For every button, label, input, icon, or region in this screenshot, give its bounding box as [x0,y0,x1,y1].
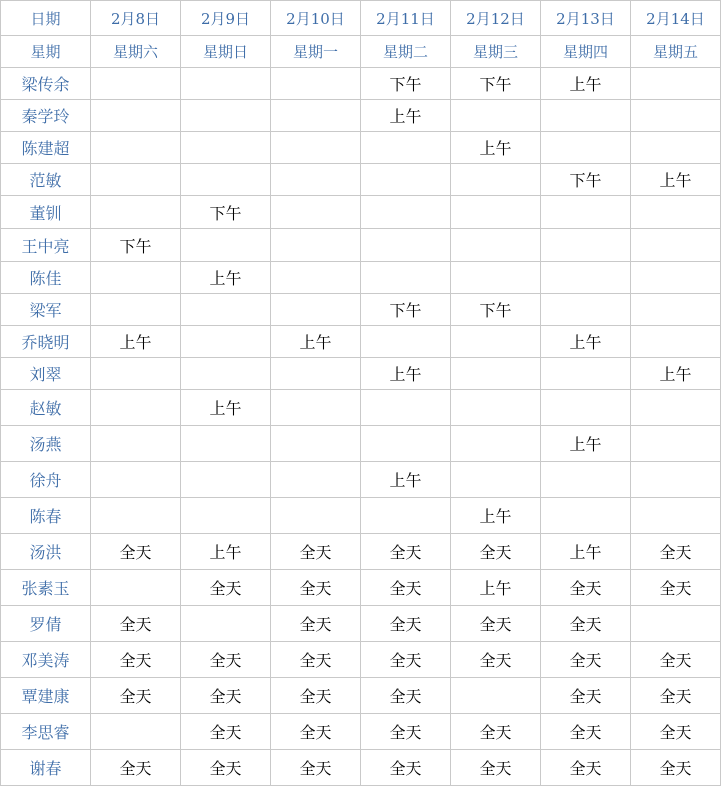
shift-cell [451,196,541,229]
shift-cell: 全天 [271,606,361,642]
shift-cell: 全天 [91,606,181,642]
table-row [1,390,721,426]
shift-cell: 下午 [361,68,451,100]
shift-cell [91,570,181,606]
person-name: 覃建康 [1,678,91,714]
shift-cell: 上午 [91,326,181,358]
shift-cell: 全天 [631,642,721,678]
shift-cell: 全天 [91,642,181,678]
shift-cell: 下午 [451,294,541,326]
shift-cell [451,426,541,462]
shift-cell [631,390,721,426]
shift-cell: 全天 [181,750,271,786]
shift-cell: 全天 [541,606,631,642]
table-row [1,358,721,390]
shift-cell: 全天 [541,678,631,714]
shift-cell [451,390,541,426]
table-row [1,750,721,786]
shift-cell [361,426,451,462]
weekday-header-cell: 星期五 [631,36,721,68]
shift-cell [91,426,181,462]
person-name: 张素玉 [1,570,91,606]
shift-cell: 上午 [631,358,721,390]
person-name: 谢春 [1,750,91,786]
date-header-row [1,1,721,36]
weekday-header-row [1,36,721,68]
table-row [1,498,721,534]
table-row [1,294,721,326]
shift-cell [271,100,361,132]
shift-cell [91,132,181,164]
table-row [1,196,721,229]
weekday-header-cell: 星期六 [91,36,181,68]
person-name: 陈建超 [1,132,91,164]
person-name: 陈春 [1,498,91,534]
date-header-cell: 2月8日 [91,1,181,36]
shift-cell: 全天 [541,750,631,786]
shift-cell: 全天 [271,714,361,750]
shift-cell: 上午 [361,358,451,390]
shift-cell [451,678,541,714]
weekday-header-cell: 星期四 [541,36,631,68]
shift-cell [631,606,721,642]
table-row [1,262,721,294]
person-name: 汤燕 [1,426,91,462]
shift-cell: 下午 [541,164,631,196]
shift-cell: 全天 [181,570,271,606]
shift-cell: 全天 [361,750,451,786]
shift-cell: 下午 [91,229,181,262]
shift-cell: 全天 [361,642,451,678]
shift-cell: 全天 [361,714,451,750]
table-row [1,462,721,498]
date-header-cell: 2月14日 [631,1,721,36]
shift-cell: 全天 [631,678,721,714]
shift-cell: 全天 [271,642,361,678]
shift-cell [541,358,631,390]
shift-cell [181,68,271,100]
person-name: 王中亮 [1,229,91,262]
shift-cell [541,132,631,164]
shift-cell [361,498,451,534]
shift-cell: 全天 [361,534,451,570]
shift-cell [361,164,451,196]
shift-cell: 上午 [541,534,631,570]
table-row [1,326,721,358]
weekday-header-cell: 星期三 [451,36,541,68]
shift-cell [631,262,721,294]
shift-cell [541,229,631,262]
shift-cell [451,100,541,132]
shift-cell [181,132,271,164]
person-name: 赵敏 [1,390,91,426]
shift-cell: 上午 [541,68,631,100]
shift-cell [631,229,721,262]
shift-cell [271,390,361,426]
shift-cell [181,426,271,462]
shift-cell [181,294,271,326]
shift-cell: 上午 [181,534,271,570]
shift-cell: 全天 [271,750,361,786]
weekday-header-label: 星期 [1,36,91,68]
shift-cell [541,498,631,534]
shift-cell [271,262,361,294]
shift-cell [541,196,631,229]
shift-cell: 全天 [361,678,451,714]
shift-cell: 上午 [361,462,451,498]
shift-cell [631,462,721,498]
shift-cell [451,326,541,358]
shift-cell [271,196,361,229]
shift-cell [271,358,361,390]
table-row [1,132,721,164]
shift-cell [631,100,721,132]
schedule-body [1,1,721,786]
table-row [1,68,721,100]
table-row [1,229,721,262]
table-row [1,426,721,462]
shift-cell [91,68,181,100]
shift-cell: 全天 [541,642,631,678]
table-row [1,642,721,678]
person-name: 邓美涛 [1,642,91,678]
shift-cell [271,498,361,534]
shift-cell [91,196,181,229]
person-name: 董钏 [1,196,91,229]
shift-cell [361,390,451,426]
shift-cell: 全天 [181,714,271,750]
shift-cell [181,326,271,358]
shift-cell [91,390,181,426]
shift-cell: 全天 [271,570,361,606]
date-header-label: 日期 [1,1,91,36]
table-row [1,570,721,606]
shift-cell [271,68,361,100]
shift-cell [631,132,721,164]
shift-cell [631,294,721,326]
shift-cell [361,196,451,229]
shift-cell [91,498,181,534]
shift-cell [451,262,541,294]
date-header-cell: 2月10日 [271,1,361,36]
person-name: 罗倩 [1,606,91,642]
shift-cell [181,229,271,262]
shift-cell [181,498,271,534]
shift-cell: 上午 [451,132,541,164]
shift-cell: 全天 [91,534,181,570]
shift-cell [91,358,181,390]
shift-cell [91,294,181,326]
shift-cell: 上午 [271,326,361,358]
shift-cell: 上午 [541,426,631,462]
shift-cell [271,132,361,164]
shift-cell [181,462,271,498]
date-header-cell: 2月12日 [451,1,541,36]
person-name: 梁军 [1,294,91,326]
shift-cell [271,229,361,262]
shift-cell [541,262,631,294]
table-row [1,678,721,714]
shift-cell [181,606,271,642]
date-header-cell: 2月9日 [181,1,271,36]
shift-cell [91,262,181,294]
shift-cell [541,294,631,326]
shift-cell: 上午 [631,164,721,196]
shift-cell [631,68,721,100]
shift-cell: 全天 [181,642,271,678]
date-header-cell: 2月13日 [541,1,631,36]
person-name: 徐舟 [1,462,91,498]
shift-cell: 上午 [361,100,451,132]
shift-cell: 全天 [451,534,541,570]
shift-cell [91,164,181,196]
shift-cell: 全天 [91,678,181,714]
shift-cell [631,498,721,534]
shift-cell: 全天 [451,750,541,786]
shift-cell [271,426,361,462]
shift-cell [271,294,361,326]
shift-cell [451,462,541,498]
shift-cell [91,462,181,498]
shift-cell: 下午 [181,196,271,229]
person-name: 汤洪 [1,534,91,570]
weekday-header-cell: 星期日 [181,36,271,68]
shift-cell [451,358,541,390]
shift-cell: 上午 [181,390,271,426]
shift-cell [91,714,181,750]
shift-cell: 全天 [631,714,721,750]
shift-cell [271,164,361,196]
shift-cell: 全天 [451,606,541,642]
shift-cell [451,164,541,196]
weekday-header-cell: 星期一 [271,36,361,68]
person-name: 秦学玲 [1,100,91,132]
shift-cell: 全天 [541,714,631,750]
weekday-header-cell: 星期二 [361,36,451,68]
shift-cell: 上午 [451,570,541,606]
shift-cell: 全天 [451,642,541,678]
shift-cell [361,262,451,294]
shift-cell [361,229,451,262]
shift-cell: 全天 [361,606,451,642]
table-row [1,164,721,196]
person-name: 乔晓明 [1,326,91,358]
shift-cell: 全天 [361,570,451,606]
table-row [1,100,721,132]
shift-cell: 上午 [541,326,631,358]
shift-cell [361,132,451,164]
person-name: 李思睿 [1,714,91,750]
shift-cell: 全天 [451,714,541,750]
table-row [1,714,721,750]
shift-cell: 全天 [271,678,361,714]
shift-cell [631,326,721,358]
shift-cell [91,100,181,132]
date-header-cell: 2月11日 [361,1,451,36]
shift-cell [631,196,721,229]
person-name: 刘翠 [1,358,91,390]
shift-cell: 下午 [361,294,451,326]
shift-cell: 全天 [271,534,361,570]
shift-cell [361,326,451,358]
shift-cell [541,462,631,498]
shift-cell: 全天 [631,570,721,606]
shift-cell: 全天 [631,750,721,786]
shift-cell: 全天 [91,750,181,786]
shift-cell: 上午 [181,262,271,294]
shift-cell [181,164,271,196]
person-name: 陈佳 [1,262,91,294]
person-name: 梁传余 [1,68,91,100]
shift-cell [451,229,541,262]
shift-cell [181,100,271,132]
shift-cell: 全天 [541,570,631,606]
shift-cell: 全天 [631,534,721,570]
shift-cell [631,426,721,462]
shift-cell [181,358,271,390]
shift-cell [541,390,631,426]
person-name: 范敏 [1,164,91,196]
shift-cell: 下午 [451,68,541,100]
shift-cell: 全天 [181,678,271,714]
shift-cell [271,462,361,498]
table-row [1,534,721,570]
table-row [1,606,721,642]
shift-cell: 上午 [451,498,541,534]
shift-cell [541,100,631,132]
